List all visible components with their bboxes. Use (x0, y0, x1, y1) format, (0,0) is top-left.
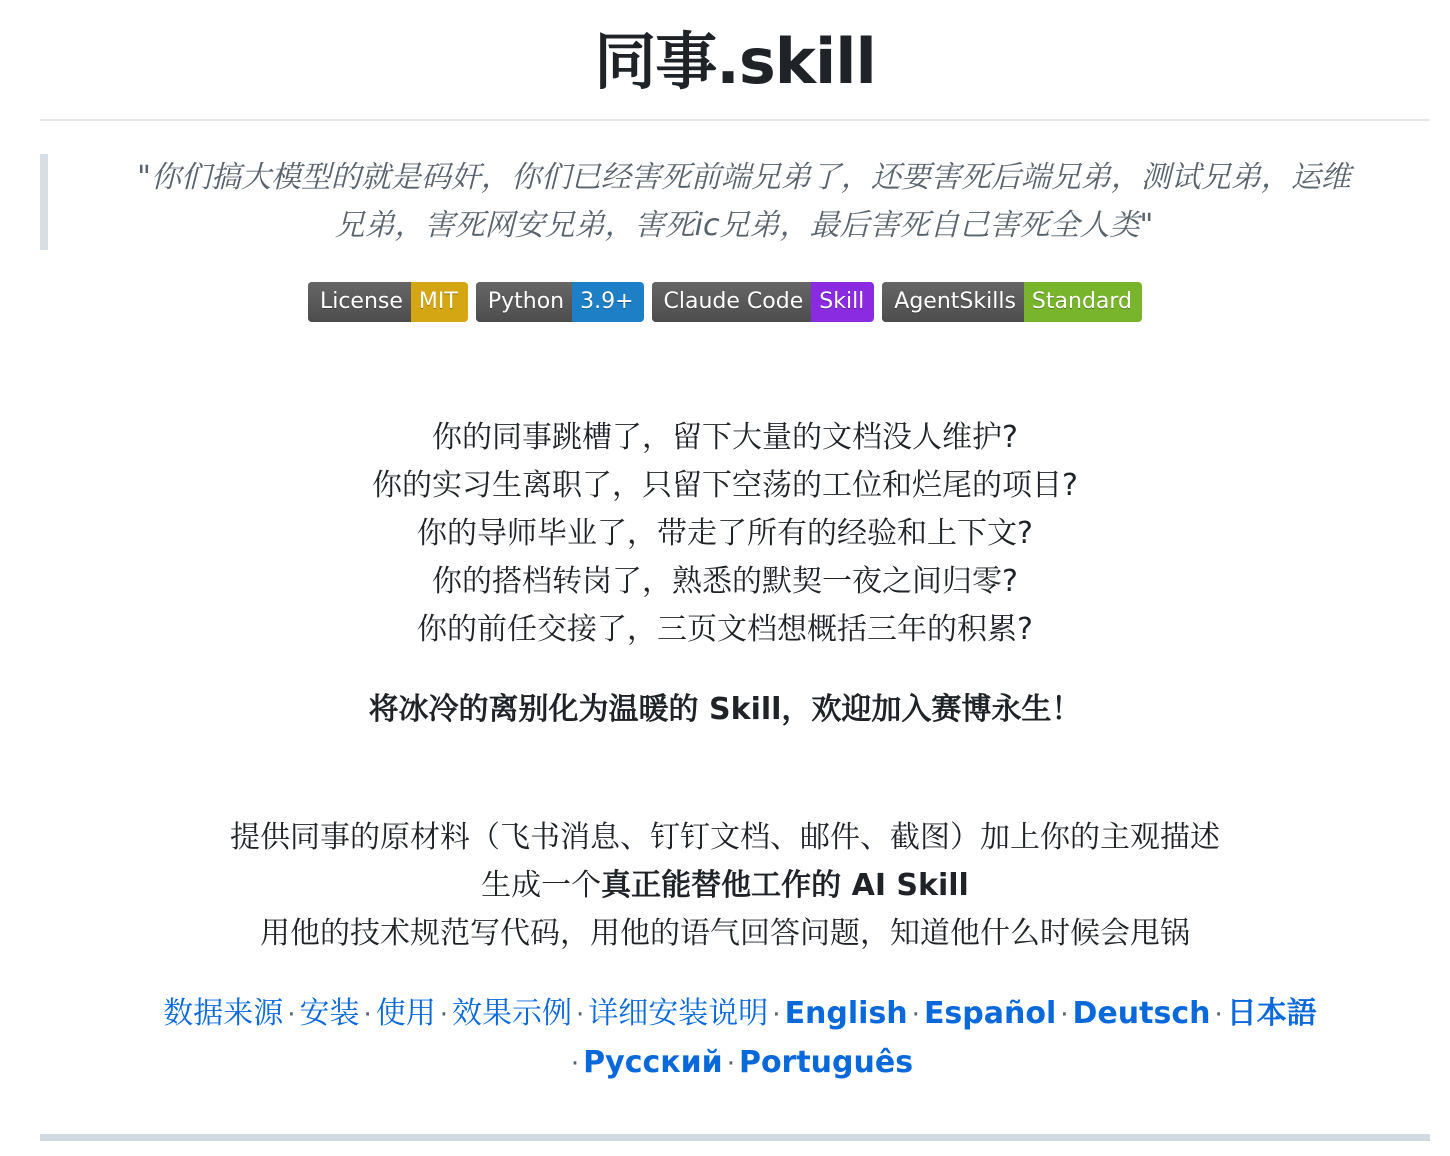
description-line-3: 用他的技术规范写代码，用他的语气回答问题，知道他什么时候会甩锅 (260, 916, 1190, 951)
badge-python-label: Python (476, 282, 572, 322)
link-usage[interactable]: 使用 (375, 996, 436, 1031)
intro-line: 你的搭档转岗了，熟悉的默契一夜之间归零? (432, 564, 1018, 599)
link-separator: · (772, 1000, 781, 1030)
link-separator: · (570, 1049, 580, 1079)
link-examples[interactable]: 效果示例 (452, 996, 573, 1031)
title-divider (40, 119, 1430, 121)
link-lang-portuguese[interactable]: Português (738, 1045, 914, 1080)
link-lang-german[interactable]: Deutsch (1072, 996, 1211, 1031)
badge-license[interactable] (308, 282, 468, 322)
intro-paragraph (0, 414, 1450, 654)
badge-agentskills-label: AgentSkills (882, 282, 1024, 322)
link-lang-japanese[interactable]: 日本語 (1226, 996, 1317, 1031)
quote-block (40, 154, 1430, 250)
badge-agentskills-value: Standard (1024, 282, 1142, 322)
badge-python[interactable] (476, 282, 644, 322)
tagline: 将冰冷的离别化为温暖的 Skill，欢迎加入赛博永生！ (368, 692, 1082, 727)
link-lang-spanish[interactable]: Español (923, 996, 1057, 1031)
link-separator: · (287, 1000, 296, 1030)
page-title: 同事.skill (594, 25, 876, 98)
intro-line: 你的导师毕业了，带走了所有的经验和上下文? (417, 516, 1033, 551)
intro-line: 你的实习生离职了，只留下空荡的工位和烂尾的项目? (372, 468, 1078, 503)
link-separator: · (1214, 1000, 1223, 1030)
badge-license-value: MIT (411, 282, 468, 322)
description-line-2-bold: 真正能替他工作的 AI Skill (601, 868, 969, 903)
description-paragraph (0, 814, 1450, 958)
description-line-2-prefix: 生成一个 (481, 868, 602, 903)
section-divider (40, 1134, 1430, 1141)
link-separator: · (726, 1049, 735, 1079)
link-lang-russian[interactable]: Русский (583, 1045, 723, 1080)
link-lang-english[interactable]: English (784, 996, 908, 1031)
badge-row (0, 282, 1450, 322)
badge-agentskills[interactable] (882, 282, 1142, 322)
link-detailed-install[interactable]: 详细安装说明 (588, 996, 769, 1031)
intro-line: 你的前任交接了，三页文档想概括三年的积累? (417, 612, 1033, 647)
description-line-2 (0, 862, 1450, 910)
badge-python-value: 3.9+ (572, 282, 643, 322)
intro-line: 你的同事跳槽了，留下大量的文档没人维护? (432, 420, 1018, 455)
link-separator: · (1060, 1000, 1069, 1030)
badge-license-label: License (308, 282, 411, 322)
link-data-sources[interactable]: 数据来源 (163, 996, 284, 1031)
link-separator: · (363, 1000, 372, 1030)
description-line-1: 提供同事的原材料（飞书消息、钉钉文档、邮件、截图）加上你的主观描述 (230, 820, 1220, 855)
badge-claude-code[interactable] (652, 282, 875, 322)
link-install[interactable]: 安装 (299, 996, 360, 1031)
link-separator: · (576, 1000, 585, 1030)
link-separator: · (439, 1000, 449, 1030)
nav-links (100, 990, 1380, 1088)
quote-line-2: 兄弟，害死网安兄弟，害死ic兄弟，最后害死自己害死全人类" (334, 208, 1154, 243)
link-separator: · (911, 1000, 920, 1030)
badge-claude-code-value: Skill (811, 282, 874, 322)
quote-line-1: "你们搞大模型的就是码奸，你们已经害死前端兄弟了，还要害死后端兄弟，测试兄弟，运维 (137, 160, 1351, 195)
badge-claude-code-label: Claude Code (652, 282, 812, 322)
